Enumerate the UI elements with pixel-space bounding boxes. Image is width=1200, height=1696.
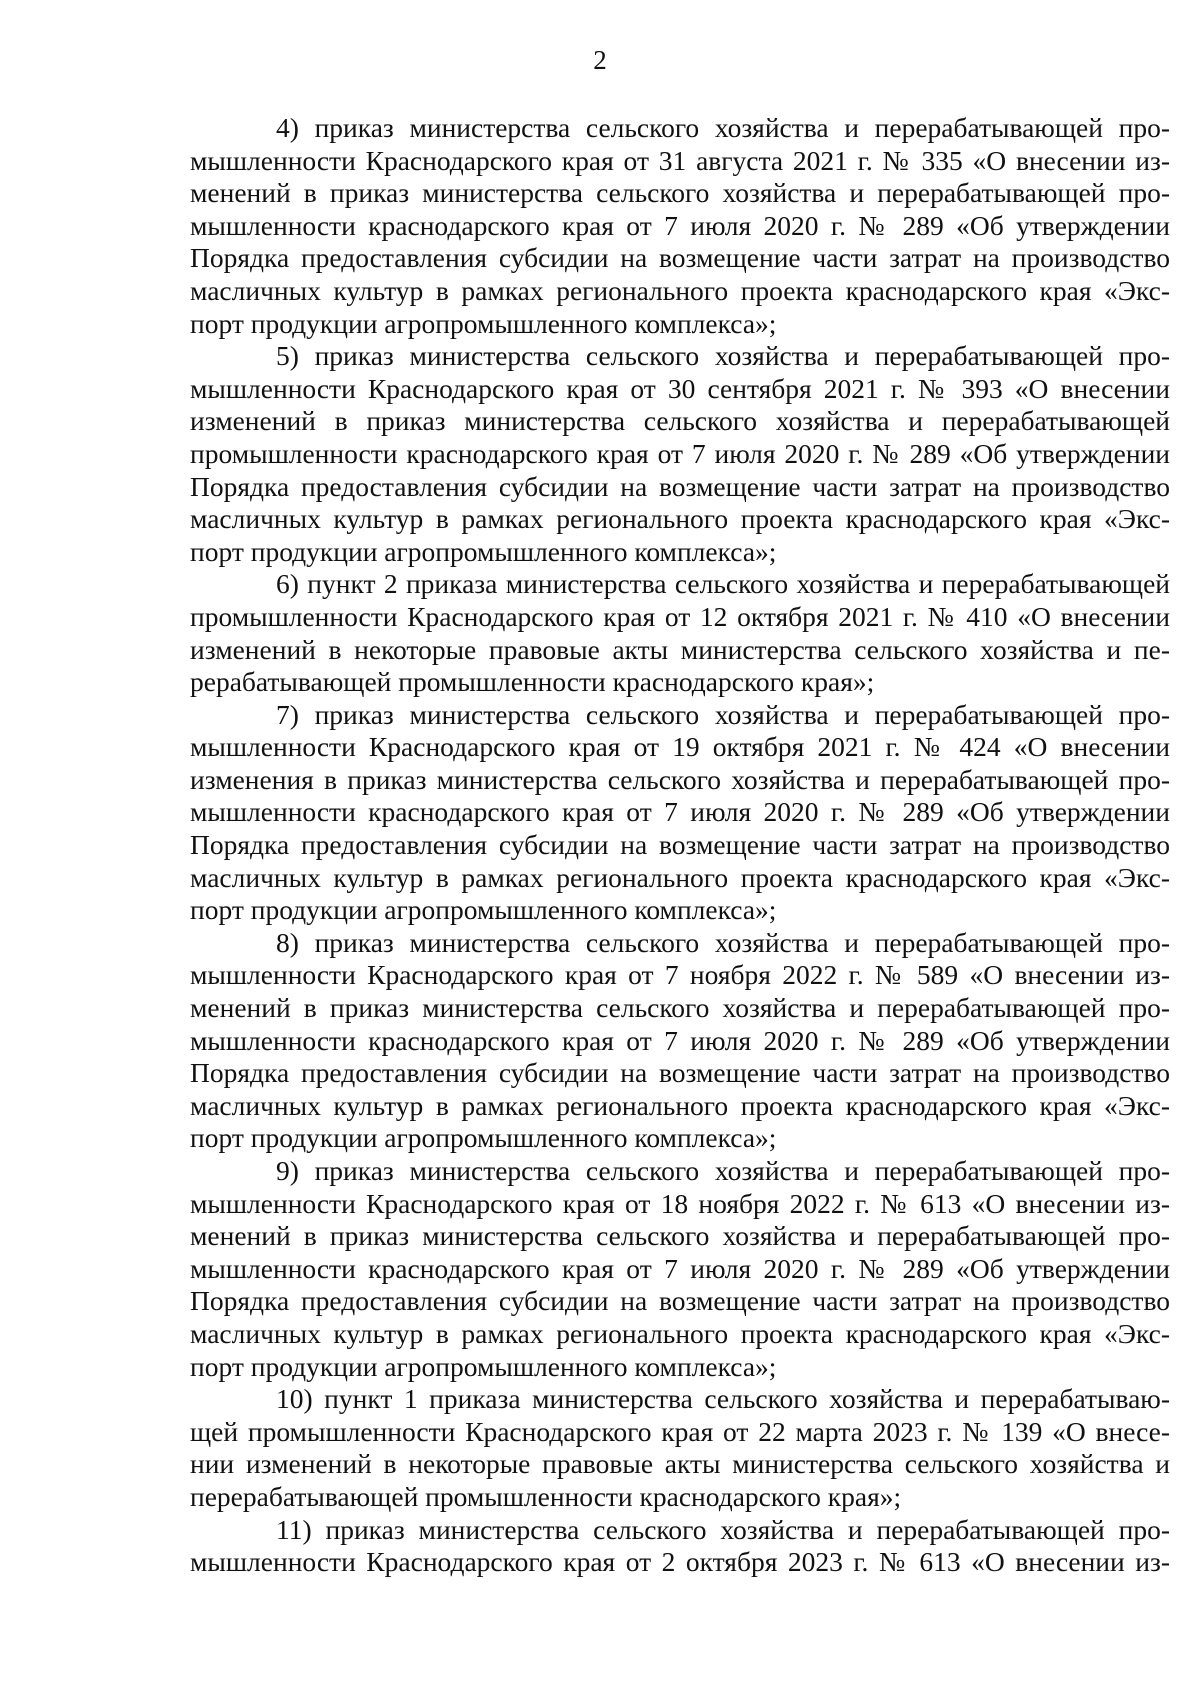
text-line: изменений в приказ министерства сельского хозяйства и перерабатывающей xyxy=(190,405,1170,437)
text-line: мышленности Краснодарского края от 31 августа 2021 г. № 335 «О внесении из- xyxy=(190,144,1170,176)
list-item-5 xyxy=(190,340,1170,568)
text-line: мышленности Краснодарского края от 18 ноября 2022 г. № 613 «О внесении из- xyxy=(190,1187,1170,1219)
text-line: порт продукции агропромышленного комплекса»; xyxy=(190,894,777,926)
text-line: промышленности краснодарского края от 7 июля 2020 г. № 289 «Об утверждении xyxy=(190,437,1170,469)
text-line: 11) приказ министерства сельского хозяйства и перерабатывающей про- xyxy=(276,1513,1170,1545)
document-body xyxy=(190,112,1170,1579)
page-number: 2 xyxy=(593,45,607,75)
list-item-4 xyxy=(190,112,1170,340)
text-line: мышленности Краснодарского края от 19 октября 2021 г. № 424 «О внесении xyxy=(190,731,1170,763)
text-line: менений в приказ министерства сельского хозяйства и перерабатывающей про- xyxy=(190,1220,1170,1252)
text-line: масличных культур в рамках регионального проекта краснодарского края «Экс- xyxy=(190,1089,1170,1121)
text-line: мышленности Краснодарского края от 30 сентября 2021 г. № 393 «О внесении xyxy=(190,372,1170,404)
text-line: щей промышленности Краснодарского края от 22 марта 2023 г. № 139 «О внесе- xyxy=(190,1415,1170,1447)
text-line: изменений в некоторые правовые акты министерства сельского хозяйства и пе- xyxy=(190,633,1170,665)
text-line: масличных культур в рамках регионального проекта краснодарского края «Экс- xyxy=(190,1317,1170,1349)
text-line: мышленности Краснодарского края от 2 октября 2023 г. № 613 «О внесении из- xyxy=(190,1546,1170,1578)
text-line: порт продукции агропромышленного комплекса»; xyxy=(190,1350,777,1382)
text-line: Порядка предоставления субсидии на возмещение части затрат на производство xyxy=(190,242,1170,274)
text-line: мышленности Краснодарского края от 7 ноября 2022 г. № 589 «О внесении из- xyxy=(190,959,1170,991)
text-line: мышленности краснодарского края от 7 июля 2020 г. № 289 «Об утверждении xyxy=(190,1252,1170,1284)
text-line: менений в приказ министерства сельского хозяйства и перерабатывающей про- xyxy=(190,992,1170,1024)
text-line: Порядка предоставления субсидии на возмещение части затрат на производство xyxy=(190,829,1170,861)
text-line: Порядка предоставления субсидии на возмещение части затрат на производство xyxy=(190,1057,1170,1089)
text-line: нии изменений в некоторые правовые акты министерства сельского хозяйства и xyxy=(190,1448,1170,1480)
list-item-11 xyxy=(190,1514,1170,1579)
text-line: 8) приказ министерства сельского хозяйства и перерабатывающей про- xyxy=(276,926,1170,958)
text-line: перерабатывающей промышленности краснодарского края»; xyxy=(190,1480,902,1512)
text-line: 7) приказ министерства сельского хозяйства и перерабатывающей про- xyxy=(276,698,1170,730)
text-line: Порядка предоставления субсидии на возмещение части затрат на производство xyxy=(190,470,1170,502)
list-item-9 xyxy=(190,1155,1170,1383)
text-line: порт продукции агропромышленного комплекса»; xyxy=(190,307,777,339)
text-line: Порядка предоставления субсидии на возмещение части затрат на производство xyxy=(190,1285,1170,1317)
text-line: порт продукции агропромышленного комплекса»; xyxy=(190,535,777,567)
text-line: масличных культур в рамках регионального проекта краснодарского края «Экс- xyxy=(190,274,1170,306)
text-line: 9) приказ министерства сельского хозяйства и перерабатывающей про- xyxy=(276,1155,1170,1186)
text-line: масличных культур в рамках регионального проекта краснодарского края «Экс- xyxy=(190,503,1170,535)
list-item-6 xyxy=(190,568,1170,698)
text-line: мышленности краснодарского края от 7 июля 2020 г. № 289 «Об утверждении xyxy=(190,1024,1170,1056)
text-line: рерабатывающей промышленности краснодарского края»; xyxy=(190,666,875,698)
text-line: масличных культур в рамках регионального проекта краснодарского края «Экс- xyxy=(190,861,1170,893)
text-line: мышленности краснодарского края от 7 июля 2020 г. № 289 «Об утверждении xyxy=(190,796,1170,828)
text-line: 5) приказ министерства сельского хозяйства и перерабатывающей про- xyxy=(276,340,1170,372)
text-line: 10) пункт 1 приказа министерства сельского хозяйства и перерабатываю- xyxy=(276,1383,1170,1415)
list-item-7 xyxy=(190,699,1170,927)
list-item-8 xyxy=(190,927,1170,1155)
text-line: порт продукции агропромышленного комплекса»; xyxy=(190,1122,777,1154)
text-line: 4) приказ министерства сельского хозяйства и перерабатывающей про- xyxy=(276,112,1170,143)
text-line: менений в приказ министерства сельского хозяйства и перерабатывающей про- xyxy=(190,177,1170,209)
text-line: изменения в приказ министерства сельского хозяйства и перерабатывающей про- xyxy=(190,763,1170,795)
text-line: промышленности Краснодарского края от 12 октября 2021 г. № 410 «О внесении xyxy=(190,600,1170,632)
text-line: 6) пункт 2 приказа министерства сельского хозяйства и перерабатывающей xyxy=(276,568,1170,600)
list-item-10 xyxy=(190,1383,1170,1513)
text-line: мышленности краснодарского края от 7 июля 2020 г. № 289 «Об утверждении xyxy=(190,209,1170,241)
